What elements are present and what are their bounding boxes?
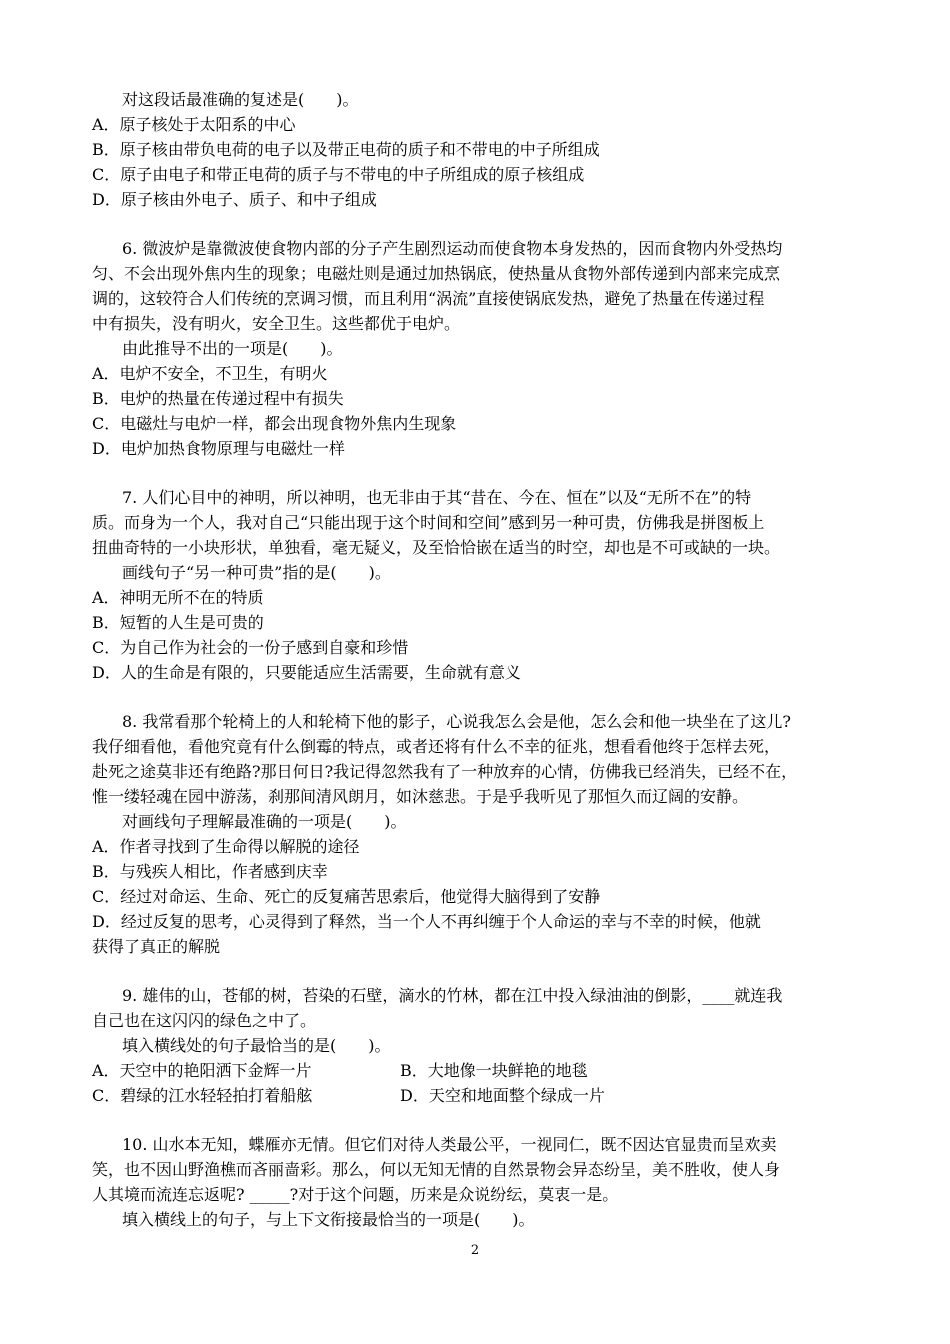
q8-text-line: 赴死之途莫非还有绝路?那日何日?我记得忽然我有了一种放弃的心情，仿佛我已经消失，已经不在， xyxy=(92,762,798,781)
q6-option-a: A．电炉不安全，不卫生，有明火 xyxy=(92,364,328,383)
q7-option-d: D．人的生命是有限的，只要能适应生活需要，生命就有意义 xyxy=(92,663,521,682)
q10-text-line: 笑，也不因山野渔樵而吝丽啬彩。那么，何以无知无情的自然景物会异态纷呈，美不胜收，使人身 xyxy=(92,1160,781,1179)
q7-option-a: A．神明无所不在的特质 xyxy=(92,588,264,607)
q5-option-b: B．原子核由带负电荷的电子以及带正电荷的质子和不带电的中子所组成 xyxy=(92,140,600,159)
q8-option-b: B．与残疾人相比，作者感到庆幸 xyxy=(92,862,328,881)
q9-option-c: C．碧绿的江水轻轻拍打着船舷 xyxy=(92,1086,313,1105)
q8-text-line: 我仔细看他，看他究竟有什么倒霉的特点，或者还将有什么不幸的征兆，想看看他终于怎样去死， xyxy=(92,737,781,756)
q9-text-line: 9. 雄伟的山，苍郁的树，苔染的石壁，滴水的竹林，都在江中投入绿油油的倒影，____就连我 xyxy=(122,986,783,1005)
q7-prompt: 画线句子“另一种可贵”指的是( )。 xyxy=(122,563,391,582)
q8-option-a: A．作者寻找到了生命得以解脱的途径 xyxy=(92,837,360,856)
q9-text-line: 自己也在这闪闪的绿色之中了。 xyxy=(92,1011,317,1030)
q8-prompt: 对画线句子理解最准确的一项是( )。 xyxy=(122,812,407,831)
q6-text-line: 6. 微波炉是靠微波使食物内部的分子产生剧烈运动而使食物本身发热的，因而食物内外受热均 xyxy=(122,239,783,258)
q5-option-d: D．原子核由外电子、质子、和中子组成 xyxy=(92,190,377,209)
q9-option-a: A．天空中的艳阳洒下金辉一片 xyxy=(92,1061,312,1080)
q5-option-c: C．原子由电子和带正电荷的质子与不带电的中子所组成的原子核组成 xyxy=(92,165,585,184)
page-number: 2 xyxy=(470,1243,480,1258)
q5-option-a: A．原子核处于太阳系的中心 xyxy=(92,115,296,134)
q6-option-d: D．电炉加热食物原理与电磁灶一样 xyxy=(92,439,345,458)
q10-prompt: 填入横线上的句子，与上下文衔接最恰当的一项是( )。 xyxy=(122,1210,535,1229)
q7-text-line: 扭曲奇特的一小块形状，单独看，毫无疑义，及至恰恰嵌在适当的时空，却也是不可或缺的一块。 xyxy=(92,538,781,557)
q9-option-d: D．天空和地面整个绿成一片 xyxy=(400,1086,605,1105)
q6-prompt: 由此推导不出的一项是( )。 xyxy=(122,339,343,358)
q6-text-line: 中有损失，没有明火，安全卫生。这些都优于电炉。 xyxy=(92,314,461,333)
q10-text-line: 人其境而流连忘返呢? _____?对于这个问题，历来是众说纷纭，莫衷一是。 xyxy=(92,1185,619,1204)
q7-text-line: 质。而身为一个人，我对自己“只能出现于这个时间和空间”感到另一种可贵，仿佛我是拼图板上 xyxy=(92,513,765,532)
q9-prompt: 填入横线处的句子最恰当的是( )。 xyxy=(122,1036,391,1055)
q6-option-c: C．电磁灶与电炉一样，都会出现食物外焦内生现象 xyxy=(92,414,457,433)
q7-option-c: C．为自己作为社会的一份子感到自豪和珍惜 xyxy=(92,638,409,657)
q9-option-b: B．大地像一块鲜艳的地毯 xyxy=(400,1061,588,1080)
q7-option-b: B．短暂的人生是可贵的 xyxy=(92,613,264,632)
q6-option-b: B．电炉的热量在传递过程中有损失 xyxy=(92,389,344,408)
q10-text-line: 10. 山水本无知，蝶雁亦无情。但它们对待人类最公平，一视同仁，既不因达官显贵而呈欢卖 xyxy=(122,1135,777,1154)
q7-text-line: 7. 人们心目中的神明，所以神明，也无非由于其“昔在、今在、恒在”以及“无所不在”的特 xyxy=(122,488,752,507)
q6-text-line: 匀、不会出现外焦内生的现象；电磁灶则是通过加热锅底，使热量从食物外部传递到内部来完成烹 xyxy=(92,264,781,283)
q6-text-line: 调的，这较符合人们传统的烹调习惯，而且利用“涡流”直接使锅底发热，避免了热量在传递过程 xyxy=(92,289,765,308)
q8-option-d-continued: 获得了真正的解脱 xyxy=(92,937,221,956)
q8-text-line: 8. 我常看那个轮椅上的人和轮椅下他的影子，心说我怎么会是他，怎么会和他一块坐在了这儿? xyxy=(122,712,791,731)
q8-option-d: D．经过反复的思考，心灵得到了释然，当一个人不再纠缠于个人命运的幸与不幸的时候，他就 xyxy=(92,912,761,931)
q8-text-line: 惟一缕轻魂在园中游荡，刹那间清风朗月，如沐慈悲。于是乎我听见了那恒久而辽阔的安静。 xyxy=(92,787,749,806)
q8-option-c: C．经过对命运、生命、死亡的反复痛苦思索后，他觉得大脑得到了安静 xyxy=(92,887,601,906)
q5-prompt: 对这段话最准确的复述是( )。 xyxy=(122,90,359,109)
